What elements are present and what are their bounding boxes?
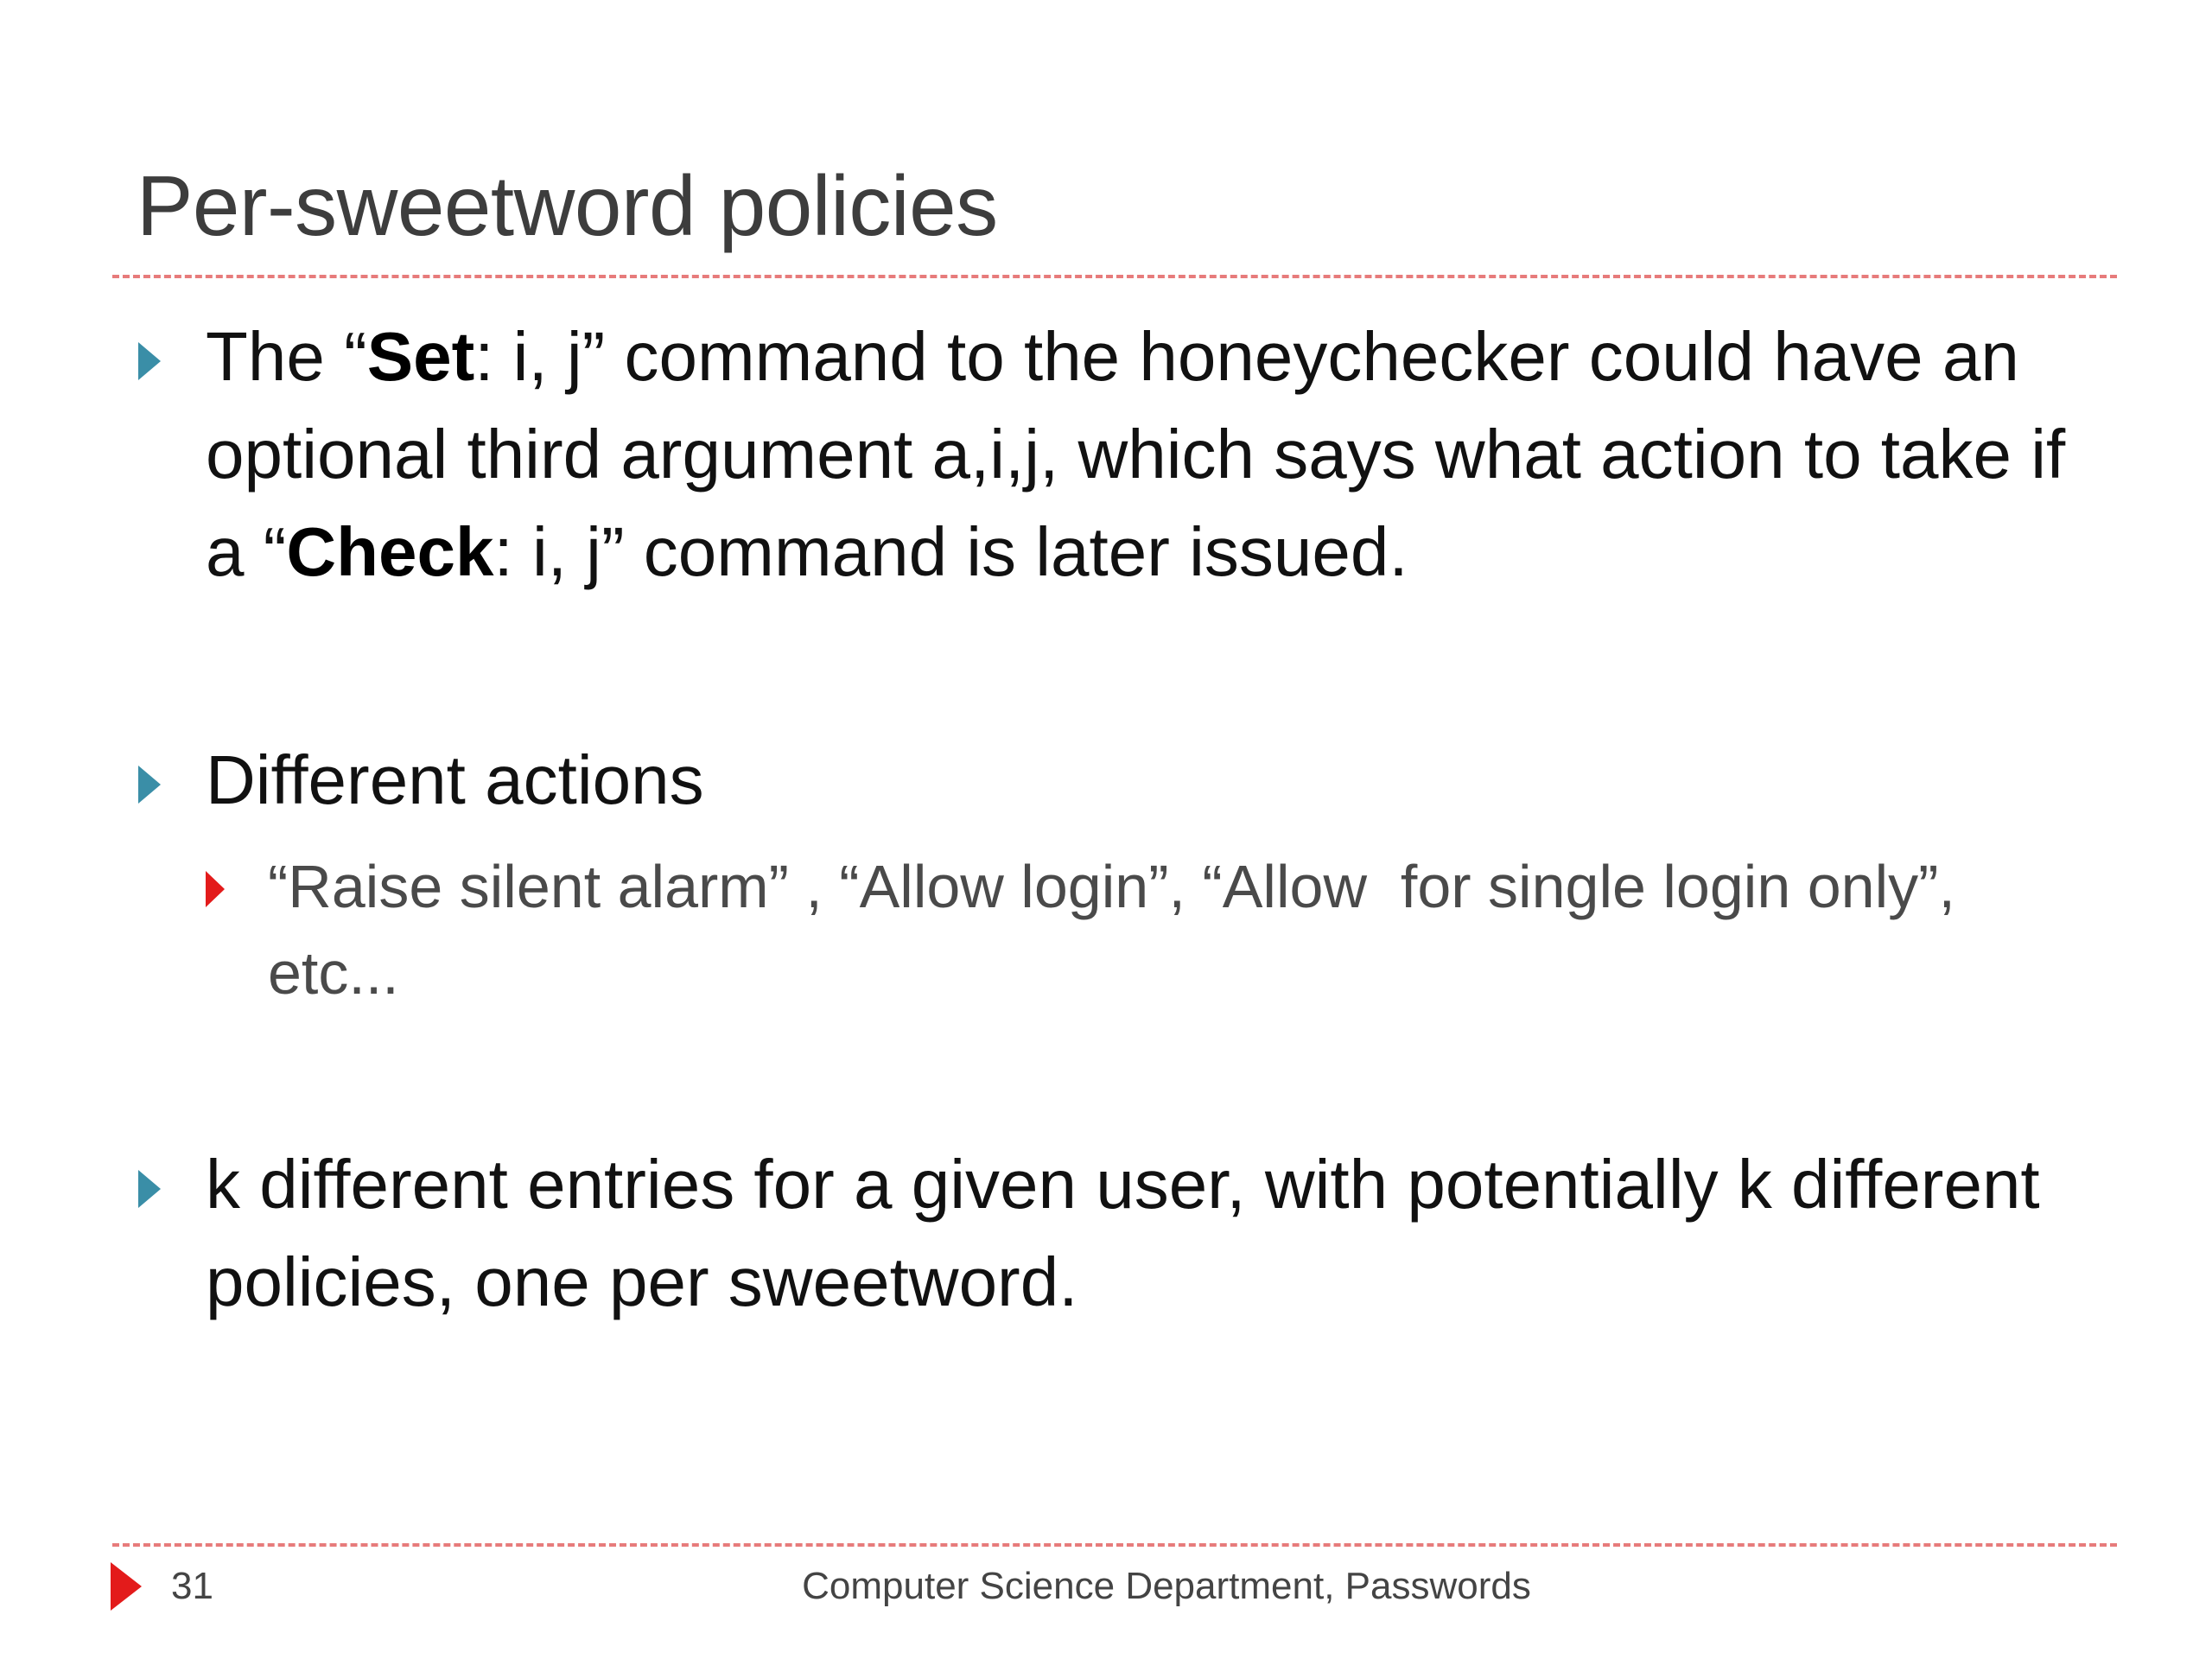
bullet-text-2: Different actions (206, 741, 704, 818)
slide-title: Per-sweetword policies (137, 158, 998, 253)
footer-text (0, 1562, 2212, 1611)
bullet-text-3: k different entries for a given user, with potentially k different policies, one per sweetword. (206, 1146, 2040, 1320)
bullet-item-3 (138, 1135, 2098, 1331)
bullet-triangle-icon (138, 1170, 161, 1208)
bullet-triangle-icon (138, 766, 161, 804)
bullet-text-1: The “Set: i, j” command to the honeychecker could have an optional third argument a,i,j, which says what action to take if a “Check: i, j” command is later issued. (206, 318, 2066, 590)
bullet-item-1 (138, 308, 2098, 601)
page-number: 31 (171, 1565, 213, 1607)
set-keyword: Set (366, 318, 475, 395)
title-divider (112, 275, 2117, 278)
check-keyword: Check (286, 513, 494, 590)
footer-caption: Computer Science Department, Passwords (802, 1565, 1531, 1607)
sub-bullet-item (206, 843, 2013, 1016)
sub-bullet-triangle-icon (206, 871, 225, 907)
bullet-item-2 (138, 731, 2098, 829)
footer-divider (112, 1543, 2117, 1547)
bullet-triangle-icon (138, 342, 161, 380)
sub-bullet-text: “Raise silent alarm” , “Allow login”, “Allow for single login only”, etc... (268, 853, 1973, 1007)
